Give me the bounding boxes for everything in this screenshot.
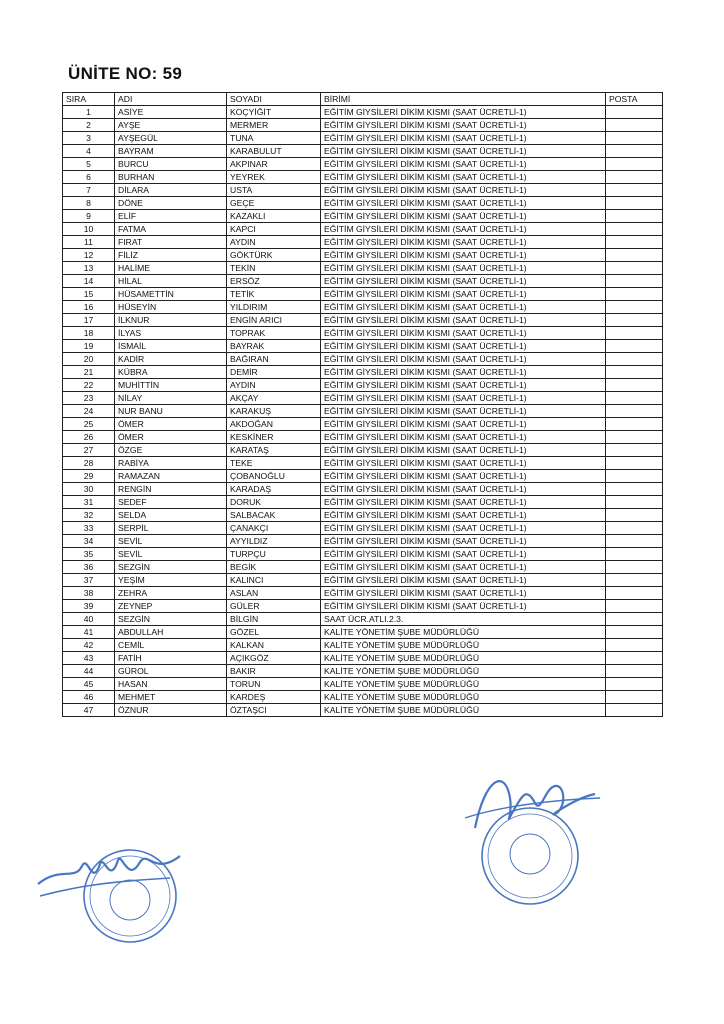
cell-soyadi: ENGİN ARICI bbox=[227, 314, 321, 327]
cell-sira: 43 bbox=[63, 652, 115, 665]
table-header-row bbox=[63, 93, 663, 106]
cell-posta bbox=[606, 145, 663, 158]
cell-adi: FATMA bbox=[115, 223, 227, 236]
cell-soyadi: KESKİNER bbox=[227, 431, 321, 444]
table-row bbox=[63, 119, 663, 132]
cell-sira: 30 bbox=[63, 483, 115, 496]
cell-birimi: EĞİTİM GİYSİLERİ DİKİM KISMI (SAAT ÜCRETLİ-1) bbox=[321, 522, 606, 535]
cell-posta bbox=[606, 405, 663, 418]
cell-soyadi: BAĞIRAN bbox=[227, 353, 321, 366]
table-row bbox=[63, 340, 663, 353]
cell-sira: 23 bbox=[63, 392, 115, 405]
cell-adi: AYŞEGÜL bbox=[115, 132, 227, 145]
table-row bbox=[63, 301, 663, 314]
table-row bbox=[63, 132, 663, 145]
cell-adi: ASİYE bbox=[115, 106, 227, 119]
cell-soyadi: AYYILDIZ bbox=[227, 535, 321, 548]
cell-adi: GÜROL bbox=[115, 665, 227, 678]
table-row bbox=[63, 314, 663, 327]
cell-posta bbox=[606, 132, 663, 145]
cell-sira: 27 bbox=[63, 444, 115, 457]
table-row bbox=[63, 223, 663, 236]
table-row bbox=[63, 535, 663, 548]
cell-birimi: EĞİTİM GİYSİLERİ DİKİM KISMI (SAAT ÜCRETLİ-1) bbox=[321, 535, 606, 548]
cell-adi: HASAN bbox=[115, 678, 227, 691]
cell-sira: 14 bbox=[63, 275, 115, 288]
table-row bbox=[63, 184, 663, 197]
table-row bbox=[63, 392, 663, 405]
cell-posta bbox=[606, 106, 663, 119]
cell-adi: MUHİTTİN bbox=[115, 379, 227, 392]
table-row bbox=[63, 405, 663, 418]
table-row bbox=[63, 145, 663, 158]
table-row bbox=[63, 548, 663, 561]
cell-posta bbox=[606, 353, 663, 366]
cell-adi: BURHAN bbox=[115, 171, 227, 184]
cell-sira: 12 bbox=[63, 249, 115, 262]
cell-sira: 2 bbox=[63, 119, 115, 132]
cell-sira: 44 bbox=[63, 665, 115, 678]
cell-soyadi: TETİK bbox=[227, 288, 321, 301]
cell-soyadi: KARABULUT bbox=[227, 145, 321, 158]
cell-adi: ÖZGE bbox=[115, 444, 227, 457]
cell-birimi: EĞİTİM GİYSİLERİ DİKİM KISMI (SAAT ÜCRETLİ-1) bbox=[321, 314, 606, 327]
cell-sira: 5 bbox=[63, 158, 115, 171]
cell-sira: 15 bbox=[63, 288, 115, 301]
cell-sira: 17 bbox=[63, 314, 115, 327]
table-row bbox=[63, 444, 663, 457]
table-row bbox=[63, 483, 663, 496]
cell-sira: 6 bbox=[63, 171, 115, 184]
cell-sira: 18 bbox=[63, 327, 115, 340]
cell-soyadi: GEÇE bbox=[227, 197, 321, 210]
cell-adi: KÜBRA bbox=[115, 366, 227, 379]
cell-sira: 22 bbox=[63, 379, 115, 392]
cell-adi: ZEHRA bbox=[115, 587, 227, 600]
cell-adi: BAYRAM bbox=[115, 145, 227, 158]
cell-posta bbox=[606, 522, 663, 535]
cell-posta bbox=[606, 249, 663, 262]
cell-posta bbox=[606, 678, 663, 691]
cell-soyadi: AKÇAY bbox=[227, 392, 321, 405]
table-row bbox=[63, 288, 663, 301]
cell-sira: 4 bbox=[63, 145, 115, 158]
cell-posta bbox=[606, 379, 663, 392]
column-header-posta: POSTA bbox=[606, 93, 663, 106]
cell-soyadi: AYDIN bbox=[227, 379, 321, 392]
cell-posta bbox=[606, 691, 663, 704]
cell-birimi: EĞİTİM GİYSİLERİ DİKİM KISMI (SAAT ÜCRETLİ-1) bbox=[321, 145, 606, 158]
cell-posta bbox=[606, 223, 663, 236]
left-seal-graphic bbox=[30, 826, 200, 956]
table-row bbox=[63, 197, 663, 210]
table-row bbox=[63, 379, 663, 392]
cell-sira: 40 bbox=[63, 613, 115, 626]
table-row bbox=[63, 327, 663, 340]
cell-soyadi: TORUN bbox=[227, 678, 321, 691]
cell-birimi: EĞİTİM GİYSİLERİ DİKİM KISMI (SAAT ÜCRETLİ-1) bbox=[321, 444, 606, 457]
right-seal-stamp bbox=[455, 758, 605, 908]
cell-posta bbox=[606, 574, 663, 587]
cell-birimi: KALİTE YÖNETİM ŞUBE MÜDÜRLÜĞÜ bbox=[321, 691, 606, 704]
member-table bbox=[62, 92, 663, 717]
cell-adi: ABDULLAH bbox=[115, 626, 227, 639]
cell-posta bbox=[606, 652, 663, 665]
cell-sira: 42 bbox=[63, 639, 115, 652]
cell-adi: FİLİZ bbox=[115, 249, 227, 262]
cell-soyadi: AYDIN bbox=[227, 236, 321, 249]
cell-birimi: EĞİTİM GİYSİLERİ DİKİM KISMI (SAAT ÜCRETLİ-1) bbox=[321, 236, 606, 249]
cell-adi: CEMİL bbox=[115, 639, 227, 652]
table-row bbox=[63, 626, 663, 639]
cell-sira: 36 bbox=[63, 561, 115, 574]
cell-posta bbox=[606, 158, 663, 171]
table-row bbox=[63, 587, 663, 600]
cell-adi: DİLARA bbox=[115, 184, 227, 197]
cell-sira: 3 bbox=[63, 132, 115, 145]
cell-birimi: EĞİTİM GİYSİLERİ DİKİM KISMI (SAAT ÜCRETLİ-1) bbox=[321, 275, 606, 288]
cell-soyadi: BEGİK bbox=[227, 561, 321, 574]
cell-birimi: EĞİTİM GİYSİLERİ DİKİM KISMI (SAAT ÜCRETLİ-1) bbox=[321, 600, 606, 613]
cell-posta bbox=[606, 366, 663, 379]
cell-adi: RENGİN bbox=[115, 483, 227, 496]
cell-birimi: EĞİTİM GİYSİLERİ DİKİM KISMI (SAAT ÜCRETLİ-1) bbox=[321, 301, 606, 314]
cell-sira: 34 bbox=[63, 535, 115, 548]
cell-posta bbox=[606, 418, 663, 431]
cell-soyadi: TURPÇU bbox=[227, 548, 321, 561]
cell-posta bbox=[606, 600, 663, 613]
cell-birimi: EĞİTİM GİYSİLERİ DİKİM KISMI (SAAT ÜCRETLİ-1) bbox=[321, 561, 606, 574]
cell-soyadi: AÇIKGÖZ bbox=[227, 652, 321, 665]
cell-adi: RABİYA bbox=[115, 457, 227, 470]
cell-sira: 1 bbox=[63, 106, 115, 119]
cell-soyadi: ÇANAKÇI bbox=[227, 522, 321, 535]
right-seal-graphic bbox=[455, 758, 605, 908]
cell-adi: SEZGİN bbox=[115, 613, 227, 626]
cell-soyadi: DORUK bbox=[227, 496, 321, 509]
cell-soyadi: BAYRAK bbox=[227, 340, 321, 353]
cell-birimi: EĞİTİM GİYSİLERİ DİKİM KISMI (SAAT ÜCRETLİ-1) bbox=[321, 574, 606, 587]
cell-adi: ÖMER bbox=[115, 418, 227, 431]
table-row bbox=[63, 249, 663, 262]
cell-posta bbox=[606, 275, 663, 288]
cell-birimi: EĞİTİM GİYSİLERİ DİKİM KISMI (SAAT ÜCRETLİ-1) bbox=[321, 418, 606, 431]
cell-adi: ÖZNUR bbox=[115, 704, 227, 717]
table-row bbox=[63, 210, 663, 223]
cell-sira: 21 bbox=[63, 366, 115, 379]
cell-birimi: KALİTE YÖNETİM ŞUBE MÜDÜRLÜĞÜ bbox=[321, 704, 606, 717]
cell-posta bbox=[606, 457, 663, 470]
cell-soyadi: YILDIRIM bbox=[227, 301, 321, 314]
cell-sira: 38 bbox=[63, 587, 115, 600]
table-row bbox=[63, 275, 663, 288]
cell-birimi: EĞİTİM GİYSİLERİ DİKİM KISMI (SAAT ÜCRETLİ-1) bbox=[321, 288, 606, 301]
cell-posta bbox=[606, 444, 663, 457]
cell-birimi: EĞİTİM GİYSİLERİ DİKİM KISMI (SAAT ÜCRETLİ-1) bbox=[321, 223, 606, 236]
cell-soyadi: KALINCI bbox=[227, 574, 321, 587]
cell-birimi: SAAT ÜCR.ATLI.2.3. bbox=[321, 613, 606, 626]
cell-soyadi: TOPRAK bbox=[227, 327, 321, 340]
cell-adi: İLYAS bbox=[115, 327, 227, 340]
table-row bbox=[63, 496, 663, 509]
cell-adi: İSMAİL bbox=[115, 340, 227, 353]
cell-birimi: KALİTE YÖNETİM ŞUBE MÜDÜRLÜĞÜ bbox=[321, 639, 606, 652]
cell-birimi: KALİTE YÖNETİM ŞUBE MÜDÜRLÜĞÜ bbox=[321, 678, 606, 691]
cell-soyadi: YEYREK bbox=[227, 171, 321, 184]
cell-posta bbox=[606, 509, 663, 522]
cell-birimi: KALİTE YÖNETİM ŞUBE MÜDÜRLÜĞÜ bbox=[321, 626, 606, 639]
cell-soyadi: ÇOBANOĞLU bbox=[227, 470, 321, 483]
table-row bbox=[63, 574, 663, 587]
cell-sira: 33 bbox=[63, 522, 115, 535]
cell-sira: 47 bbox=[63, 704, 115, 717]
table-row bbox=[63, 704, 663, 717]
cell-sira: 11 bbox=[63, 236, 115, 249]
cell-soyadi: TEKE bbox=[227, 457, 321, 470]
cell-adi: KADİR bbox=[115, 353, 227, 366]
cell-birimi: EĞİTİM GİYSİLERİ DİKİM KISMI (SAAT ÜCRETLİ-1) bbox=[321, 470, 606, 483]
cell-birimi: EĞİTİM GİYSİLERİ DİKİM KISMI (SAAT ÜCRETLİ-1) bbox=[321, 340, 606, 353]
table-row bbox=[63, 652, 663, 665]
cell-birimi: EĞİTİM GİYSİLERİ DİKİM KISMI (SAAT ÜCRETLİ-1) bbox=[321, 197, 606, 210]
cell-adi: ÖMER bbox=[115, 431, 227, 444]
cell-birimi: EĞİTİM GİYSİLERİ DİKİM KISMI (SAAT ÜCRETLİ-1) bbox=[321, 548, 606, 561]
cell-soyadi: MERMER bbox=[227, 119, 321, 132]
table-row bbox=[63, 262, 663, 275]
cell-sira: 19 bbox=[63, 340, 115, 353]
cell-posta bbox=[606, 639, 663, 652]
cell-adi: YEŞİM bbox=[115, 574, 227, 587]
cell-soyadi: BİLGİN bbox=[227, 613, 321, 626]
cell-sira: 8 bbox=[63, 197, 115, 210]
cell-birimi: EĞİTİM GİYSİLERİ DİKİM KISMI (SAAT ÜCRETLİ-1) bbox=[321, 509, 606, 522]
cell-birimi: EĞİTİM GİYSİLERİ DİKİM KISMI (SAAT ÜCRETLİ-1) bbox=[321, 483, 606, 496]
cell-sira: 35 bbox=[63, 548, 115, 561]
table-row bbox=[63, 639, 663, 652]
cell-adi: AYŞE bbox=[115, 119, 227, 132]
cell-adi: NUR BANU bbox=[115, 405, 227, 418]
cell-posta bbox=[606, 613, 663, 626]
cell-sira: 37 bbox=[63, 574, 115, 587]
cell-adi: SERPİL bbox=[115, 522, 227, 535]
cell-soyadi: TEKİN bbox=[227, 262, 321, 275]
cell-adi: SEVİL bbox=[115, 548, 227, 561]
cell-soyadi: KARDEŞ bbox=[227, 691, 321, 704]
cell-posta bbox=[606, 327, 663, 340]
cell-soyadi: AKDOĞAN bbox=[227, 418, 321, 431]
cell-soyadi: SALBACAK bbox=[227, 509, 321, 522]
cell-posta bbox=[606, 301, 663, 314]
cell-posta bbox=[606, 171, 663, 184]
table-row bbox=[63, 691, 663, 704]
cell-adi: NİLAY bbox=[115, 392, 227, 405]
cell-adi: ELİF bbox=[115, 210, 227, 223]
cell-soyadi: DEMİR bbox=[227, 366, 321, 379]
cell-soyadi: ASLAN bbox=[227, 587, 321, 600]
cell-soyadi: GÖKTÜRK bbox=[227, 249, 321, 262]
table-row bbox=[63, 600, 663, 613]
cell-posta bbox=[606, 665, 663, 678]
cell-posta bbox=[606, 561, 663, 574]
cell-adi: FATİH bbox=[115, 652, 227, 665]
cell-sira: 28 bbox=[63, 457, 115, 470]
cell-soyadi: KOÇYİĞİT bbox=[227, 106, 321, 119]
table-row bbox=[63, 431, 663, 444]
table-row bbox=[63, 457, 663, 470]
cell-birimi: EĞİTİM GİYSİLERİ DİKİM KISMI (SAAT ÜCRETLİ-1) bbox=[321, 158, 606, 171]
cell-adi: İLKNUR bbox=[115, 314, 227, 327]
cell-soyadi: KAPCI bbox=[227, 223, 321, 236]
cell-posta bbox=[606, 704, 663, 717]
cell-sira: 39 bbox=[63, 600, 115, 613]
cell-birimi: EĞİTİM GİYSİLERİ DİKİM KISMI (SAAT ÜCRETLİ-1) bbox=[321, 249, 606, 262]
cell-sira: 46 bbox=[63, 691, 115, 704]
page-title: ÜNİTE NO: 59 bbox=[68, 64, 183, 83]
table-row bbox=[63, 353, 663, 366]
cell-soyadi: KARAKUŞ bbox=[227, 405, 321, 418]
cell-soyadi: TUNA bbox=[227, 132, 321, 145]
cell-birimi: EĞİTİM GİYSİLERİ DİKİM KISMI (SAAT ÜCRETLİ-1) bbox=[321, 210, 606, 223]
cell-sira: 7 bbox=[63, 184, 115, 197]
cell-posta bbox=[606, 236, 663, 249]
cell-posta bbox=[606, 392, 663, 405]
cell-sira: 13 bbox=[63, 262, 115, 275]
cell-adi: ZEYNEP bbox=[115, 600, 227, 613]
cell-sira: 45 bbox=[63, 678, 115, 691]
left-seal-stamp bbox=[30, 826, 200, 956]
cell-posta bbox=[606, 587, 663, 600]
cell-sira: 26 bbox=[63, 431, 115, 444]
cell-adi: MEHMET bbox=[115, 691, 227, 704]
cell-soyadi: USTA bbox=[227, 184, 321, 197]
cell-birimi: KALİTE YÖNETİM ŞUBE MÜDÜRLÜĞÜ bbox=[321, 665, 606, 678]
cell-soyadi: KALKAN bbox=[227, 639, 321, 652]
cell-birimi: EĞİTİM GİYSİLERİ DİKİM KISMI (SAAT ÜCRETLİ-1) bbox=[321, 496, 606, 509]
cell-posta bbox=[606, 548, 663, 561]
cell-soyadi: BAKIR bbox=[227, 665, 321, 678]
table-row bbox=[63, 418, 663, 431]
cell-sira: 32 bbox=[63, 509, 115, 522]
table-row bbox=[63, 509, 663, 522]
cell-adi: SEZGİN bbox=[115, 561, 227, 574]
table-body bbox=[63, 106, 663, 717]
cell-posta bbox=[606, 119, 663, 132]
cell-adi: SELDA bbox=[115, 509, 227, 522]
cell-soyadi: ERSÖZ bbox=[227, 275, 321, 288]
cell-posta bbox=[606, 262, 663, 275]
table-row bbox=[63, 158, 663, 171]
cell-sira: 25 bbox=[63, 418, 115, 431]
table-row bbox=[63, 236, 663, 249]
cell-birimi: EĞİTİM GİYSİLERİ DİKİM KISMI (SAAT ÜCRETLİ-1) bbox=[321, 457, 606, 470]
column-header-soyadi: SOYADI bbox=[227, 93, 321, 106]
cell-adi: HİLAL bbox=[115, 275, 227, 288]
cell-posta bbox=[606, 197, 663, 210]
cell-birimi: EĞİTİM GİYSİLERİ DİKİM KISMI (SAAT ÜCRETLİ-1) bbox=[321, 171, 606, 184]
cell-birimi: EĞİTİM GİYSİLERİ DİKİM KISMI (SAAT ÜCRETLİ-1) bbox=[321, 119, 606, 132]
table-row bbox=[63, 613, 663, 626]
cell-posta bbox=[606, 288, 663, 301]
cell-birimi: EĞİTİM GİYSİLERİ DİKİM KISMI (SAAT ÜCRETLİ-1) bbox=[321, 392, 606, 405]
cell-posta bbox=[606, 626, 663, 639]
cell-sira: 24 bbox=[63, 405, 115, 418]
cell-sira: 41 bbox=[63, 626, 115, 639]
cell-soyadi: ÖZTAŞCI bbox=[227, 704, 321, 717]
column-header-birimi: BİRİMİ bbox=[321, 93, 606, 106]
cell-adi: SEVİL bbox=[115, 535, 227, 548]
cell-posta bbox=[606, 210, 663, 223]
cell-birimi: EĞİTİM GİYSİLERİ DİKİM KISMI (SAAT ÜCRETLİ-1) bbox=[321, 327, 606, 340]
cell-sira: 31 bbox=[63, 496, 115, 509]
cell-birimi: EĞİTİM GİYSİLERİ DİKİM KISMI (SAAT ÜCRETLİ-1) bbox=[321, 431, 606, 444]
cell-soyadi: GÜLER bbox=[227, 600, 321, 613]
cell-adi: FIRAT bbox=[115, 236, 227, 249]
cell-birimi: EĞİTİM GİYSİLERİ DİKİM KISMI (SAAT ÜCRETLİ-1) bbox=[321, 106, 606, 119]
table-row bbox=[63, 522, 663, 535]
cell-sira: 16 bbox=[63, 301, 115, 314]
table-row bbox=[63, 678, 663, 691]
cell-sira: 20 bbox=[63, 353, 115, 366]
cell-posta bbox=[606, 496, 663, 509]
cell-birimi: EĞİTİM GİYSİLERİ DİKİM KISMI (SAAT ÜCRETLİ-1) bbox=[321, 262, 606, 275]
cell-soyadi: KARADAŞ bbox=[227, 483, 321, 496]
column-header-adi: ADI bbox=[115, 93, 227, 106]
cell-sira: 10 bbox=[63, 223, 115, 236]
table-row bbox=[63, 470, 663, 483]
cell-birimi: EĞİTİM GİYSİLERİ DİKİM KISMI (SAAT ÜCRETLİ-1) bbox=[321, 587, 606, 600]
cell-posta bbox=[606, 340, 663, 353]
cell-birimi: EĞİTİM GİYSİLERİ DİKİM KISMI (SAAT ÜCRETLİ-1) bbox=[321, 353, 606, 366]
cell-posta bbox=[606, 314, 663, 327]
table-row bbox=[63, 106, 663, 119]
cell-sira: 9 bbox=[63, 210, 115, 223]
cell-adi: HALİME bbox=[115, 262, 227, 275]
cell-birimi: KALİTE YÖNETİM ŞUBE MÜDÜRLÜĞÜ bbox=[321, 652, 606, 665]
cell-birimi: EĞİTİM GİYSİLERİ DİKİM KISMI (SAAT ÜCRETLİ-1) bbox=[321, 405, 606, 418]
table-row bbox=[63, 561, 663, 574]
cell-adi: HÜSEYİN bbox=[115, 301, 227, 314]
cell-posta bbox=[606, 470, 663, 483]
cell-birimi: EĞİTİM GİYSİLERİ DİKİM KISMI (SAAT ÜCRETLİ-1) bbox=[321, 132, 606, 145]
cell-posta bbox=[606, 184, 663, 197]
cell-adi: SEDEF bbox=[115, 496, 227, 509]
cell-soyadi: AKPINAR bbox=[227, 158, 321, 171]
cell-sira: 29 bbox=[63, 470, 115, 483]
column-header-sira: SIRA bbox=[63, 93, 115, 106]
cell-soyadi: KARATAŞ bbox=[227, 444, 321, 457]
cell-birimi: EĞİTİM GİYSİLERİ DİKİM KISMI (SAAT ÜCRETLİ-1) bbox=[321, 366, 606, 379]
table-row bbox=[63, 366, 663, 379]
cell-adi: HÜSAMETTİN bbox=[115, 288, 227, 301]
cell-soyadi: GÖZEL bbox=[227, 626, 321, 639]
cell-birimi: EĞİTİM GİYSİLERİ DİKİM KISMI (SAAT ÜCRETLİ-1) bbox=[321, 184, 606, 197]
cell-adi: RAMAZAN bbox=[115, 470, 227, 483]
table-row bbox=[63, 171, 663, 184]
cell-adi: DÖNE bbox=[115, 197, 227, 210]
cell-soyadi: KAZAKLI bbox=[227, 210, 321, 223]
table-row bbox=[63, 665, 663, 678]
cell-birimi: EĞİTİM GİYSİLERİ DİKİM KISMI (SAAT ÜCRETLİ-1) bbox=[321, 379, 606, 392]
cell-posta bbox=[606, 483, 663, 496]
cell-adi: BURCU bbox=[115, 158, 227, 171]
cell-posta bbox=[606, 535, 663, 548]
cell-posta bbox=[606, 431, 663, 444]
